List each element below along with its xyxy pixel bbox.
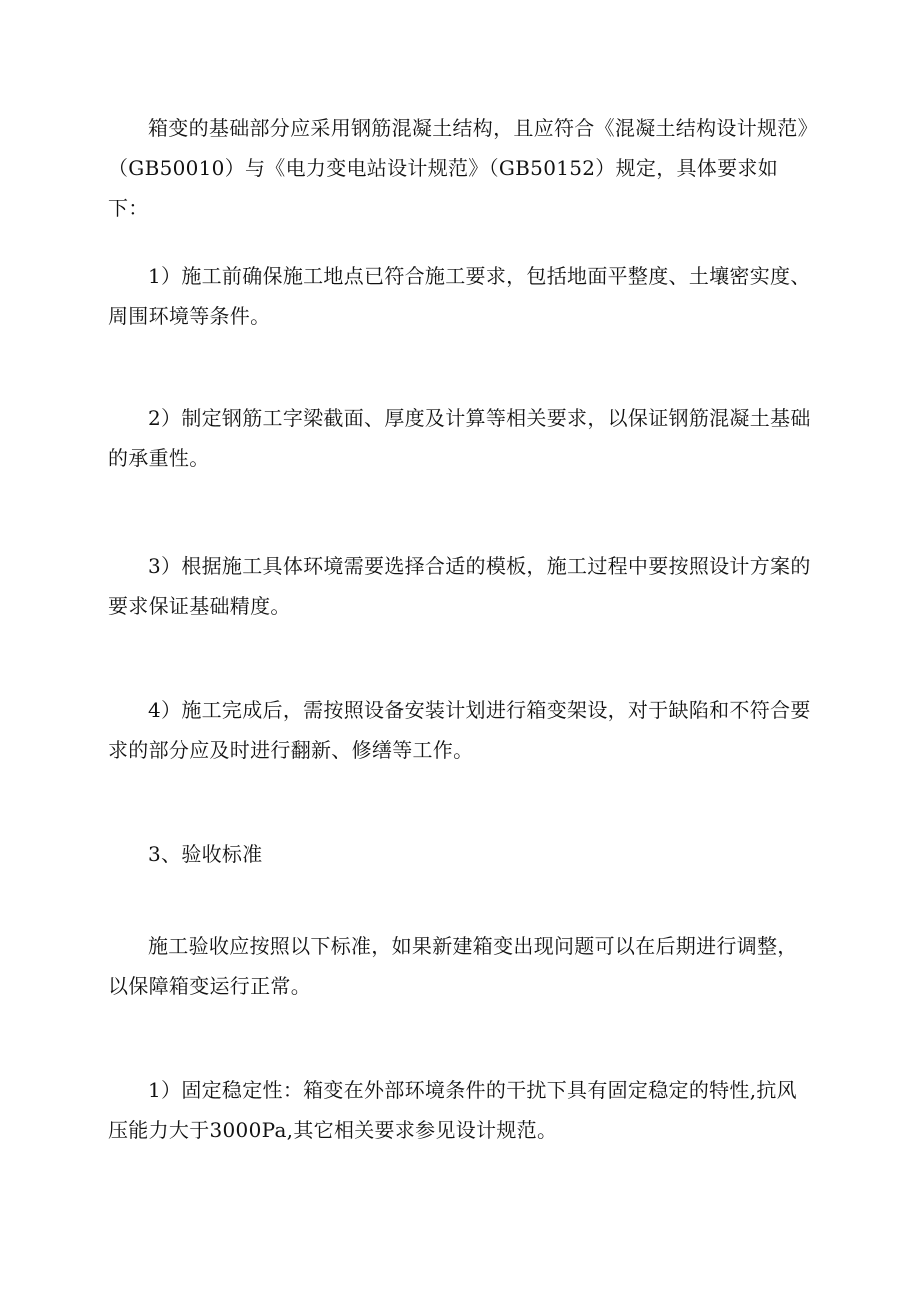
section-heading-acceptance-standards: 3、验收标准 [148, 842, 263, 866]
paragraph-item-2-rebar-beam: 2）制定钢筋工字梁截面、厚度及计算等相关要求，以保证钢筋混凝土基础的承重性。 [108, 406, 811, 470]
paragraph-item-1-site-check: 1）施工前确保施工地点已符合施工要求，包括地面平整度、土壤密实度、周围环境等条件。 [108, 264, 811, 328]
paragraph-item-3-formwork: 3）根据施工具体环境需要选择合适的模板，施工过程中要按照设计方案的要求保证基础精度。 [108, 554, 811, 618]
paragraph-item-4-installation: 4）施工完成后，需按照设备安装计划进行箱变架设，对于缺陷和不符合要求的部分应及时进行翻新、修缮等工作。 [108, 698, 811, 762]
paragraph-acceptance-intro: 施工验收应按照以下标准，如果新建箱变出现问题可以在后期进行调整，以保障箱变运行正常。 [108, 934, 798, 998]
paragraph-acceptance-item-1-stability: 1）固定稳定性：箱变在外部环境条件的干扰下具有固定稳定的特性,抗风压能力大于3000Pa,其它相关要求参见设计规范。 [108, 1078, 797, 1142]
paragraph-foundation-requirements: 箱变的基础部分应采用钢筋混凝土结构，且应符合《混凝土结构设计规范》（GB50010）与《电力变电站设计规范》（GB50152）规定，具体要求如下： [108, 116, 808, 220]
